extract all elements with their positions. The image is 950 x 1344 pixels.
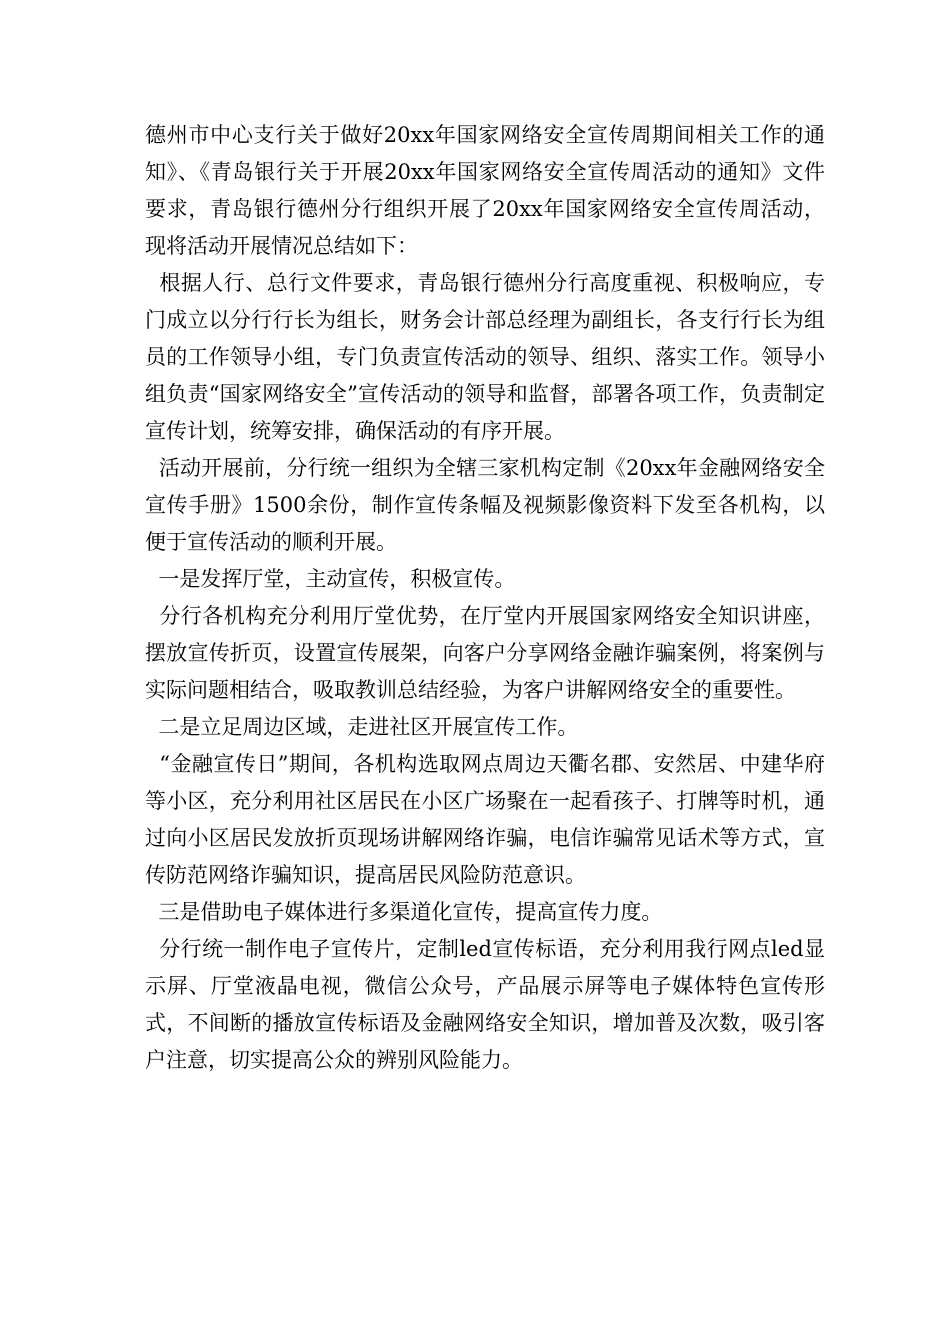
- paragraph-heading-two: 二是立足周边区域，走进社区开展宣传工作。: [145, 715, 579, 739]
- paragraph-lobby: 分行各机构充分利用厅堂优势，在厅堂内开展国家网络安全知识讲座，摆放宣传折页，设置宣传展架，向客户分享网络金融诈骗案例，将案例与实际问题相结合，吸取教训总结经验，为客户讲解网络安全的重要性。: [145, 604, 825, 702]
- document-body: [145, 117, 825, 1079]
- paragraph-intro: 德州市中心支行关于做好20xx年国家网络安全宣传周期间相关工作的通知》、《青岛银行关于开展20xx年国家网络安全宣传周活动的通知》文件要求，青岛银行德州分行组织开展了20xx年国家网络安全宣传周活动，现将活动开展情况总结如下：: [145, 123, 825, 258]
- paragraph-preparation: 活动开展前，分行统一组织为全辖三家机构定制《20xx年金融网络安全宣传手册》1500余份，制作宣传条幅及视频影像资料下发至各机构，以便于宣传活动的顺利开展。: [145, 456, 826, 554]
- paragraph-media: 分行统一制作电子宣传片，定制led宣传标语，充分利用我行网点led显示屏、厅堂液晶电视，微信公众号，产品展示屏等电子媒体特色宣传形式，不间断的播放宣传标语及金融网络安全知识，增加普及次数，吸引客户注意，切实提高公众的辨别风险能力。: [145, 937, 826, 1072]
- paragraph-community: “金融宣传日”期间，各机构选取网点周边天衢名郡、安然居、中建华府等小区，充分利用社区居民在小区广场聚在一起看孩子、打牌等时机，通过向小区居民发放折页现场讲解网络诈骗，电信诈骗常见话术等方式，宣传防范网络诈骗知识，提高居民风险防范意识。: [145, 752, 825, 887]
- paragraph-heading-three: 三是借助电子媒体进行多渠道化宣传，提高宣传力度。: [145, 900, 663, 924]
- paragraph-organization: 根据人行、总行文件要求，青岛银行德州分行高度重视、积极响应，专门成立以分行行长为组长，财务会计部总经理为副组长，各支行行长为组员的工作领导小组，专门负责宣传活动的领导、组织、落实工作。领导小组负责“国家网络安全”宣传活动的领导和监督，部署各项工作，负责制定宣传计划，统筹安排，确保活动的有序开展。: [145, 271, 825, 443]
- paragraph-heading-one: 一是发挥厅堂，主动宣传，积极宣传。: [145, 567, 516, 591]
